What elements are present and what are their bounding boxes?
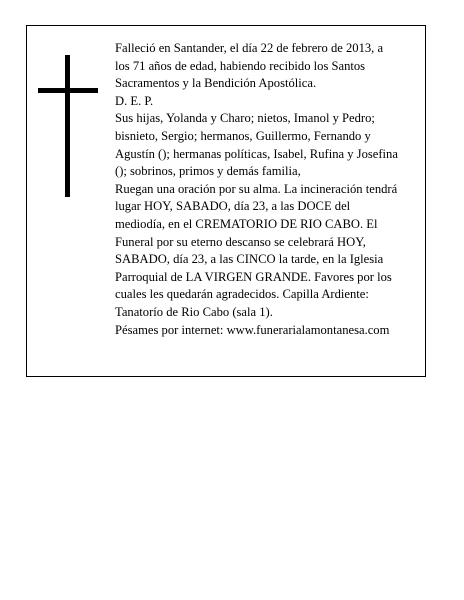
text-line: (); sobrinos, primos y demás familia,	[115, 164, 301, 179]
rip-abbreviation	[115, 93, 423, 111]
text-line: los 71 años de edad, habiendo recibido los Santos	[115, 58, 366, 73]
cross-icon	[38, 55, 98, 197]
condolences-line	[115, 322, 423, 340]
text-line: SABADO, día 23, a las CINCO la tarde, en la Iglesia	[115, 252, 384, 267]
text-line: D. E. P.	[115, 93, 154, 108]
text-line: Falleció en Santander, el día 22 de febrero de 2013, a	[115, 41, 384, 55]
cross-horizontal-bar	[38, 88, 98, 93]
family-list	[115, 110, 423, 180]
service-details	[115, 181, 423, 322]
death-announcement	[115, 40, 423, 93]
obituary-text	[115, 40, 423, 339]
text-line: lugar HOY, SABADO, día 23, a las DOCE del	[115, 199, 351, 214]
text-line: bisnieto, Sergio; hermanos, Guillermo, Fernando y	[115, 128, 371, 143]
text-line: Funeral por su eterno descanso se celebrará HOY,	[115, 234, 366, 249]
text-line: Parroquial de LA VIRGEN GRANDE. Favores por los	[115, 269, 392, 284]
cross-vertical-bar	[65, 55, 70, 197]
text-line: Sacramentos y la Bendición Apostólica.	[115, 76, 317, 91]
text-line: mediodía, en el CREMATORIO DE RIO CABO. El	[115, 216, 378, 231]
text-line: Pésames por internet: www.funerarialamontanesa.com	[115, 322, 390, 337]
text-line: cuales les quedarán agradecidos. Capilla Ardiente:	[115, 287, 369, 302]
text-line: Tanatorío de Rio Cabo (sala 1).	[115, 304, 273, 319]
obituary-notice	[26, 25, 426, 377]
text-line: Ruegan una oración por su alma. La incineración tendrá	[115, 181, 398, 196]
text-line: Agustín (); hermanas políticas, Isabel, Rufina y Josefina	[115, 146, 398, 161]
text-line: Sus hijas, Yolanda y Charo; nietos, Imanol y Pedro;	[115, 111, 375, 126]
